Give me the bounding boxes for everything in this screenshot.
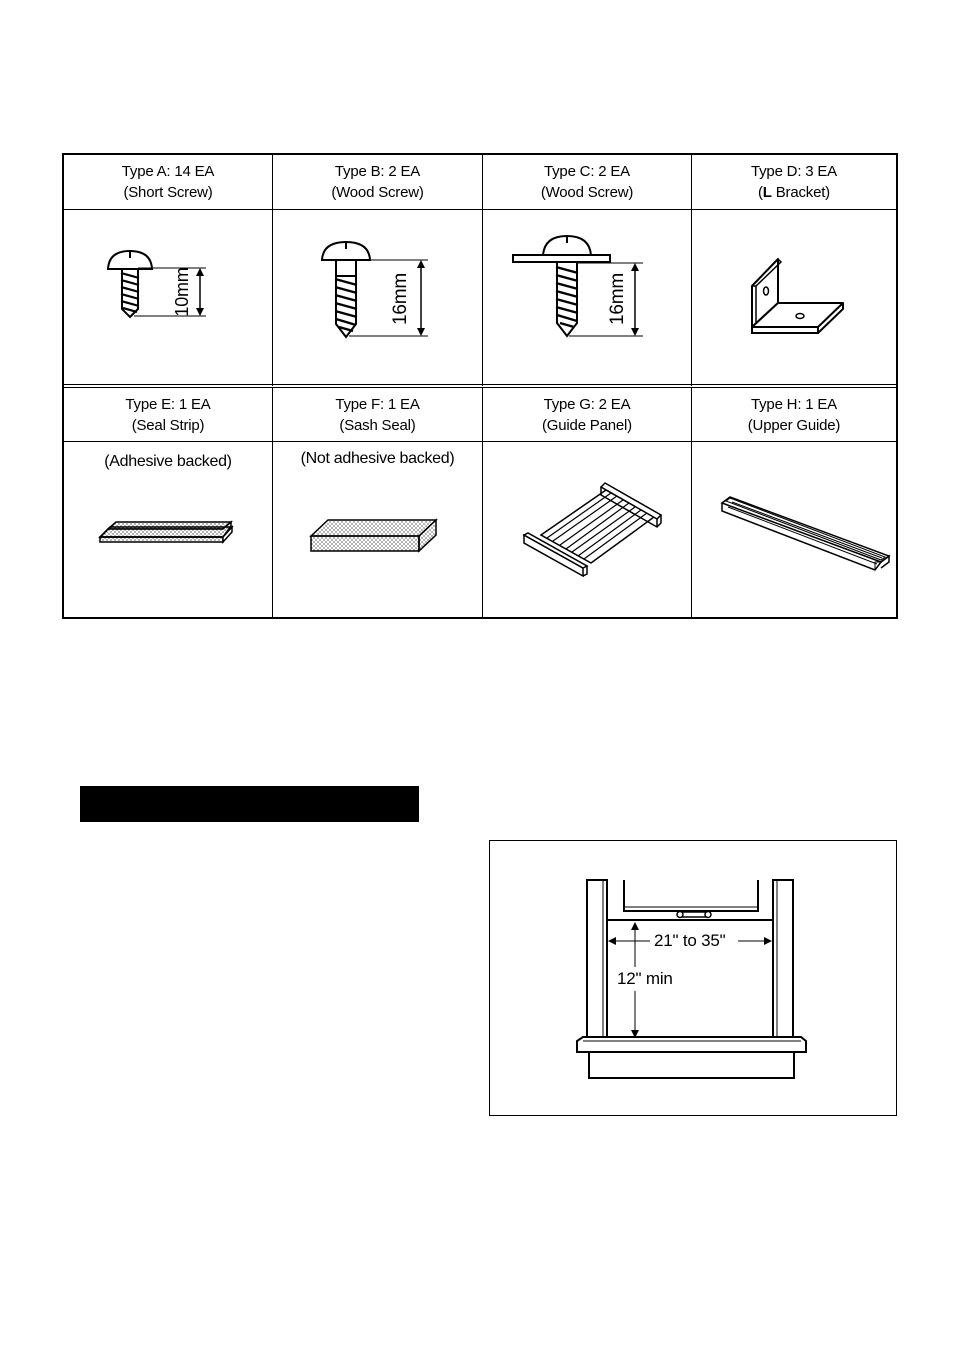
part-a-type: Type A: 14 EA bbox=[121, 163, 215, 180]
part-g-image bbox=[483, 441, 692, 617]
part-d-image bbox=[692, 209, 896, 386]
part-f-note: (Not adhesive backed) bbox=[300, 450, 455, 467]
part-b-image bbox=[273, 209, 483, 386]
part-d-header bbox=[692, 155, 896, 209]
upper-guide-icon bbox=[692, 441, 896, 617]
l-bracket-icon bbox=[692, 209, 896, 386]
window-opening-icon bbox=[490, 841, 898, 1117]
parts-table bbox=[62, 153, 898, 619]
part-c-image bbox=[483, 209, 692, 386]
part-f-type: Type F: 1 EA bbox=[335, 395, 420, 413]
part-h-image bbox=[692, 441, 896, 617]
wood-screw-b-icon bbox=[273, 209, 483, 386]
parts-header-row-1 bbox=[64, 155, 896, 210]
part-a-dimension: 10mm bbox=[172, 267, 192, 317]
part-h-header bbox=[692, 388, 896, 441]
part-f-image bbox=[273, 441, 483, 617]
window-diagram bbox=[489, 840, 897, 1116]
parts-header-row-2 bbox=[64, 388, 896, 442]
part-e-header bbox=[64, 388, 273, 441]
window-width-label: 21" to 35" bbox=[654, 931, 726, 950]
part-f-header bbox=[273, 388, 483, 441]
part-g-type: Type G: 2 EA bbox=[543, 395, 631, 413]
part-e-image bbox=[64, 441, 273, 617]
part-e-note: (Adhesive backed) bbox=[104, 453, 232, 470]
part-a-image bbox=[64, 209, 273, 386]
part-g-desc: (Guide Panel) bbox=[542, 416, 632, 434]
part-c-header bbox=[483, 155, 692, 209]
section-heading-bar bbox=[80, 786, 419, 822]
part-c-type: Type C: 2 EA bbox=[544, 163, 630, 180]
part-h-type: Type H: 1 EA bbox=[751, 395, 837, 413]
part-f-desc: (Sash Seal) bbox=[339, 416, 416, 434]
window-height-label: 12" min bbox=[617, 969, 673, 988]
part-d-type: Type D: 3 EA bbox=[751, 163, 837, 180]
part-g-header bbox=[483, 388, 692, 441]
part-b-header bbox=[273, 155, 483, 209]
part-e-desc: (Seal Strip) bbox=[131, 416, 205, 434]
part-h-desc: (Upper Guide) bbox=[747, 416, 841, 434]
part-b-dimension: 16mm bbox=[390, 273, 411, 325]
short-screw-icon bbox=[64, 209, 273, 386]
part-b-type: Type B: 2 EA bbox=[334, 163, 421, 180]
part-b-desc: (Wood Screw) bbox=[331, 184, 424, 201]
wood-screw-c-icon bbox=[483, 209, 692, 386]
part-c-dimension: 16mm bbox=[607, 273, 628, 325]
part-a-desc: (Short Screw) bbox=[123, 184, 213, 201]
part-e-type: Type E: 1 EA bbox=[125, 395, 211, 413]
sash-seal-icon bbox=[273, 441, 483, 617]
part-a-header bbox=[64, 155, 273, 209]
parts-image-row-1 bbox=[64, 209, 896, 386]
part-d-desc: (L Bracket) bbox=[758, 184, 830, 201]
parts-image-row-2 bbox=[64, 441, 896, 617]
seal-strip-icon bbox=[64, 441, 273, 617]
guide-panel-icon bbox=[483, 441, 692, 617]
part-c-desc: (Wood Screw) bbox=[540, 184, 634, 201]
